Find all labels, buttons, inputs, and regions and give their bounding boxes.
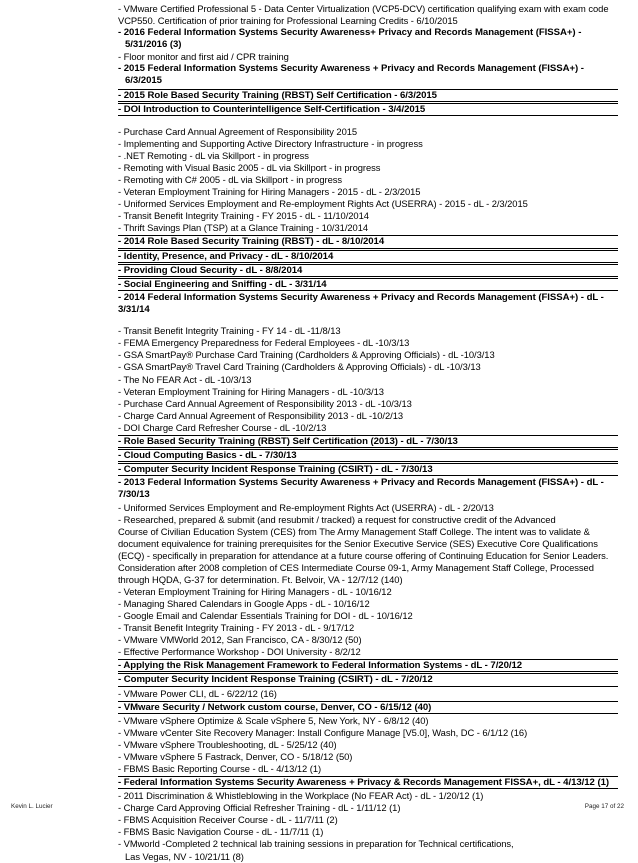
training-entry: - Remoting with Visual Basic 2005 - dL via Skillport - in progress xyxy=(118,162,381,174)
training-entry-bold: 6/3/2015 xyxy=(125,75,162,87)
training-entry: - VMware vSphere Optimize & Scale vSphere 5, New York, NY - 6/8/12 (40) xyxy=(118,714,429,726)
training-entry: - The No FEAR Act - dL -10/3/13 xyxy=(118,373,252,385)
spacer xyxy=(118,117,618,126)
training-entry: - 2011 Discrimination & Whistleblowing in the Workplace (No FEAR Act) - dL - 1/20/12 (1) xyxy=(118,790,484,802)
training-entry-bold: - Cloud Computing Basics - dL - 7/30/13 xyxy=(118,449,618,462)
training-entry: - FBMS Basic Navigation Course - dL - 11/7/11 (1) xyxy=(118,826,324,838)
training-entry-bold: - 2015 Role Based Security Training (RBST) Self Certification - 6/3/2015 xyxy=(118,89,618,102)
training-entry: - Uniformed Services Employment and Re-employment Rights Act (USERRA) - 2015 - dL - 2/3/2015 xyxy=(118,198,528,210)
training-entry: - VMware vCenter Site Recovery Manager: Install Configure Manage [V5.0], Wash, DC - 6/1/12 (16) xyxy=(118,726,528,738)
training-entry: - Transit Benefit Integrity Training - FY 2015 - dL - 11/10/2014 xyxy=(118,210,369,222)
training-entry: - DOI Charge Card Refresher Course - dL -10/2/13 xyxy=(118,421,327,433)
training-entry: - VMware vSphere Troubleshooting, dL - 5/25/12 (40) xyxy=(118,738,337,750)
training-entry: Consideration after 2008 completion of CES Intermediate Course 09-1, Army Management Staff College, Processed xyxy=(118,561,594,573)
training-entry: - Managing Shared Calendars in Google Apps - dL - 10/16/12 xyxy=(118,597,370,609)
training-entry: - Google Email and Calendar Essentials Training for DOI - dL - 10/16/12 xyxy=(118,609,413,621)
training-entry-bold: - 2015 Federal Information Systems Security Awareness + Privacy and Records Management (FISSA+) - xyxy=(118,63,584,75)
training-entry: - FEMA Emergency Preparedness for Federal Employees - dL -10/3/13 xyxy=(118,337,410,349)
spacer xyxy=(118,316,618,325)
training-entry: through HQDA, G-37 for determination. Ft. Belvoir, VA - 12/7/12 (140) xyxy=(118,573,403,585)
training-entry: - Floor monitor and first aid / CPR training xyxy=(118,51,289,63)
training-entry-bold: 7/30/13 xyxy=(118,489,150,501)
training-entry-bold: 3/31/14 xyxy=(118,304,150,316)
training-entry: - Researched, prepared & submit (and resubmit / tracked) a request for constructive credit of the Advanced xyxy=(118,513,556,525)
training-entry: - Transit Benefit Integrity Training - FY 2013 - dL - 9/17/12 xyxy=(118,622,355,634)
training-entry-bold: - Identity, Presence, and Privacy - dL - 8/10/2014 xyxy=(118,250,618,263)
training-entry-bold: - VMware Security / Network custom course, Denver, CO - 6/15/12 (40) xyxy=(118,701,618,714)
footer-page-number: Page 17 of 22 xyxy=(584,803,624,810)
training-entry: - VMware Certified Professional 5 - Data Center Virtualization (VCP5-DCV) certification qualifying exam with exam code xyxy=(118,3,609,14)
training-entry-bold: - Computer Security Incident Response Training (CSIRT) - dL - 7/30/13 xyxy=(118,463,618,476)
document-body xyxy=(118,3,618,863)
training-entry: - Charge Card Approving Official Refresher Training - dL - 1/11/12 (1) xyxy=(118,802,401,814)
training-entry: - Thrift Savings Plan (TSP) at a Glance Training - 10/31/2014 xyxy=(118,222,369,234)
training-entry-bold: 5/31/2016 (3) xyxy=(125,39,182,51)
training-entry-bold: - 2014 Role Based Security Training (RBST) - dL - 8/10/2014 xyxy=(118,235,618,248)
training-entry: Course of Civilian Education System (CES) from The Army Management Staff College. The intent was to validate & xyxy=(118,525,590,537)
training-entry-bold: - Providing Cloud Security - dL - 8/8/2014 xyxy=(118,264,618,277)
training-entry: - Purchase Card Annual Agreement of Responsibility 2013 - dL -10/3/13 xyxy=(118,397,412,409)
training-entry: - .NET Remoting - dL via Skillport - in progress xyxy=(118,150,309,162)
training-entry: - VMworld -Completed 2 technical lab training sessions in preparation for Technical certifications, xyxy=(118,838,514,850)
training-entry: - FBMS Basic Reporting Course - dL - 4/13/12 (1) xyxy=(118,763,322,775)
training-entry: - Charge Card Annual Agreement of Responsibility 2013 - dL -10/2/13 xyxy=(118,409,404,421)
training-entry: - Veteran Employment Training for Hiring Managers - dL - 10/16/12 xyxy=(118,585,392,597)
training-entry-bold: - Social Engineering and Sniffing - dL - 3/31/14 xyxy=(118,278,618,291)
training-entry-bold: - 2013 Federal Information Systems Security Awareness + Privacy and Records Management (FISSA+) - dL - xyxy=(118,477,604,489)
training-entry: document equivalence for training prerequisites for the Senior Executive Service (SES) Executive Core Qualifications xyxy=(118,537,598,549)
training-entry: - GSA SmartPay® Travel Card Training (Cardholders & Approving Officials) - dL -10/3/13 xyxy=(118,361,481,373)
training-entry: - Transit Benefit Integrity Training - FY 14 - dL -11/8/13 xyxy=(118,325,341,337)
training-entry-bold: - 2014 Federal Information Systems Security Awareness + Privacy and Records Management (FISSA+) - dL - xyxy=(118,292,604,304)
training-entry-bold: - Role Based Security Training (RBST) Self Certification (2013) - dL - 7/30/13 xyxy=(118,435,618,448)
training-entry-bold: - Federal Information Systems Security Awareness + Privacy & Records Management FISSA+, dL - 4/13/12 (1) xyxy=(118,776,618,789)
training-entry-bold: - DOI Introduction to Counterintelligence Self-Certification - 3/4/2015 xyxy=(118,103,618,116)
training-entry: - Purchase Card Annual Agreement of Responsibility 2015 xyxy=(118,125,358,137)
training-entry: - Effective Performance Workshop - DOI University - 8/2/12 xyxy=(118,646,361,658)
training-entry: - FBMS Acquisition Receiver Course - dL - 11/7/11 (2) xyxy=(118,814,338,826)
training-entry: Las Vegas, NV - 10/21/11 (8) xyxy=(125,850,244,862)
training-entry: (ECQ) - specifically in preparation for attendance at a future course offering of Continuing Education for Senior Leaders. xyxy=(118,549,609,561)
training-entry: - Implementing and Supporting Active Directory Infrastructure - in progress xyxy=(118,137,423,149)
training-entry: - Veteran Employment Training for Hiring Managers - dL -10/3/13 xyxy=(118,385,384,397)
training-entry: - Uniformed Services Employment and Re-employment Rights Act (USERRA) - dL - 2/20/13 xyxy=(118,501,494,513)
training-entry: - VMware Power CLI, dL - 6/22/12 (16) xyxy=(118,687,277,699)
training-entry: VCP550. Certification of prior training for Professional Learning Credits - 6/10/2015 xyxy=(118,15,458,27)
training-entry-bold: - 2016 Federal Information Systems Security Awareness+ Privacy and Records Management (FISSA+) - xyxy=(118,27,582,39)
training-entry: - GSA SmartPay® Purchase Card Training (Cardholders & Approving Officials) - dL -10/3/13 xyxy=(118,349,495,361)
training-entry: - Veteran Employment Training for Hiring Managers - 2015 - dL - 2/3/2015 xyxy=(118,186,421,198)
training-entry: - Remoting with C# 2005 - dL via Skillport - in progress xyxy=(118,174,343,186)
footer-author: Kevin L. Lucier xyxy=(11,803,53,810)
training-entry-bold: - Computer Security Incident Response Training (CSIRT) - dL - 7/20/12 xyxy=(118,673,618,686)
training-entry-bold: - Applying the Risk Management Framework to Federal Information Systems - dL - 7/20/12 xyxy=(118,659,618,672)
training-entry: - VMware vSphere 5 Fastrack, Denver, CO - 5/18/12 (50) xyxy=(118,750,353,762)
training-entry: - VMware VMWorld 2012, San Francisco, CA - 8/30/12 (50) xyxy=(118,634,362,646)
